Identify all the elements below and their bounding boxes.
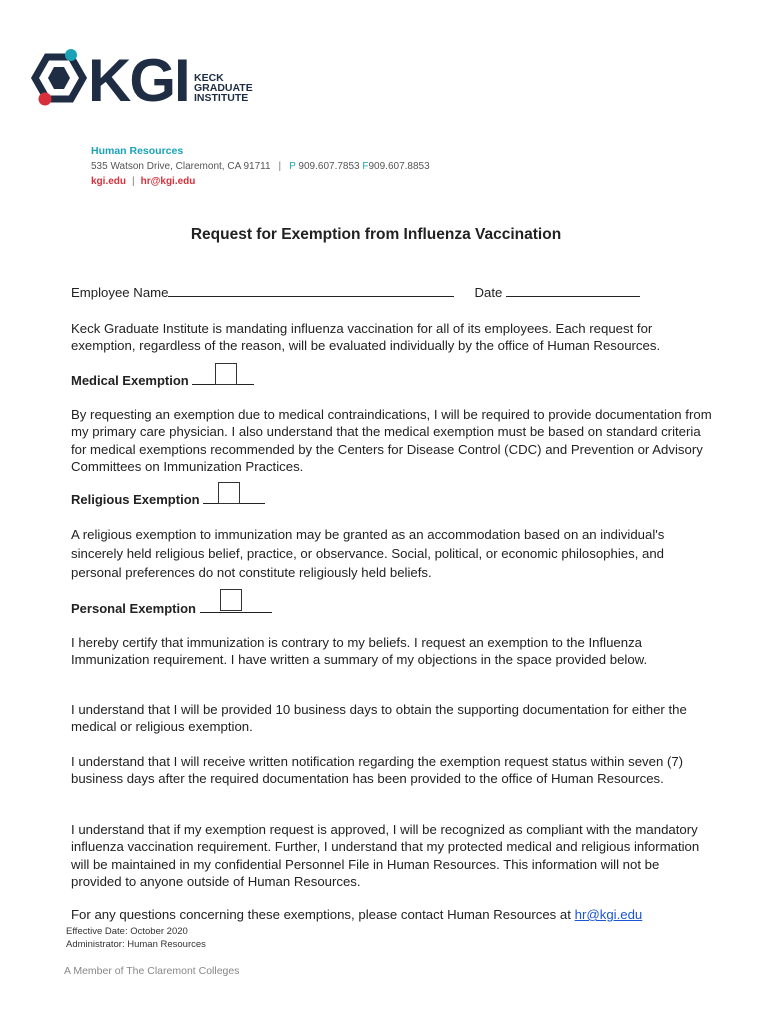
date-field[interactable] — [506, 284, 640, 297]
employee-fields-row — [71, 284, 731, 301]
paragraph-notification: I understand that I will receive written notification regarding the exemption request status within seven (7) business days after the required documentation has been provided to the office of Human Resources. — [71, 754, 684, 787]
religious-exemption-checkbox[interactable] — [218, 482, 240, 504]
member-statement: A Member of The Claremont Colleges — [64, 965, 240, 977]
employee-name-label: Employee Name — [71, 285, 169, 300]
paragraph-documentation: I understand that I will be provided 10 business days to obtain the supporting documentation for either the medical or religious exemption. — [71, 702, 687, 735]
separator: | — [278, 161, 282, 172]
religious-exemption-text: A religious exemption to immunization may be granted as an accommodation based on an individual's sincerely held religious belief, practice, or observance. Social, political, or economic philosophies, and personal preferences do not constitute religiously held beliefs. — [71, 527, 665, 580]
fax-label: F — [362, 161, 369, 172]
administrator: Administrator: Human Resources — [66, 939, 206, 950]
fax-number: 909.607.8853 — [368, 161, 430, 172]
employee-name-field[interactable] — [168, 284, 454, 297]
contact-text: For any questions concerning these exemptions, please contact Human Resources at — [71, 907, 575, 922]
separator: | — [132, 176, 135, 187]
intro-paragraph: Keck Graduate Institute is mandating influenza vaccination for all of its employees. Each request for exemption, regardless of the reason, will be evaluated individually by the office of Human Resources. — [71, 321, 661, 354]
teal-dot-icon — [65, 49, 77, 61]
personal-exemption-checkbox[interactable] — [220, 589, 242, 611]
effective-date: Effective Date: October 2020 — [66, 926, 188, 937]
website-link[interactable]: kgi.edu — [91, 176, 127, 187]
religious-exemption-row — [71, 491, 711, 508]
web-line — [91, 176, 195, 187]
medical-exemption-checkbox[interactable] — [215, 363, 237, 385]
logo-letters: KGI — [88, 47, 189, 110]
paragraph-compliance: I understand that if my exemption request is approved, I will be recognized as compliant with the mandatory influenza vaccination requirement. Further, I understand that my protected medical and religious information will be maintained in my confidential Personnel File in Human Resources. This information will not be provided to anyone outside of Human Resources. — [71, 822, 700, 889]
logo-subtitle-line-3: INSTITUTE — [194, 92, 249, 104]
address-line — [91, 161, 430, 172]
hexagon-inner-icon — [48, 67, 70, 89]
contact-email-link[interactable]: hr@kgi.edu — [574, 907, 643, 922]
date-label: Date — [474, 285, 503, 300]
medical-exemption-row — [71, 372, 711, 389]
kgi-logo — [30, 46, 260, 110]
personal-exemption-heading: Personal Exemption — [71, 601, 196, 616]
document-title: Request for Exemption from Influenza Vaccination — [190, 226, 562, 243]
logo-subtitle-line-2: GRADUATE — [194, 82, 253, 94]
red-dot-icon — [39, 93, 52, 106]
medical-exemption-text: By requesting an exemption due to medical contraindications, I will be required to provide documentation from my primary care physician. I also understand that the medical exemption must be based on standard criteria for medical exemptions recommended by the Centers for Disease Control (CDC) and Prevention or Advisory Committees on Immunization Practices. — [71, 407, 712, 474]
phone-label: P — [289, 161, 296, 172]
department-name: Human Resources — [91, 145, 184, 157]
address: 535 Watson Drive, Claremont, CA 91711 — [91, 161, 271, 172]
medical-exemption-heading: Medical Exemption — [71, 373, 189, 388]
header-email-link[interactable]: hr@kgi.edu — [140, 176, 196, 187]
personal-exemption-text: I hereby certify that immunization is contrary to my beliefs. I request an exemption to the Influenza Immunization requirement. I have written a summary of my objections in the space provided below. — [71, 635, 648, 668]
phone-number: 909.607.7853 — [298, 161, 360, 172]
logo-subtitle-line-1: KECK — [194, 72, 224, 84]
contact-line — [71, 906, 731, 923]
religious-exemption-heading: Religious Exemption — [71, 492, 200, 507]
personal-exemption-row — [71, 600, 711, 617]
